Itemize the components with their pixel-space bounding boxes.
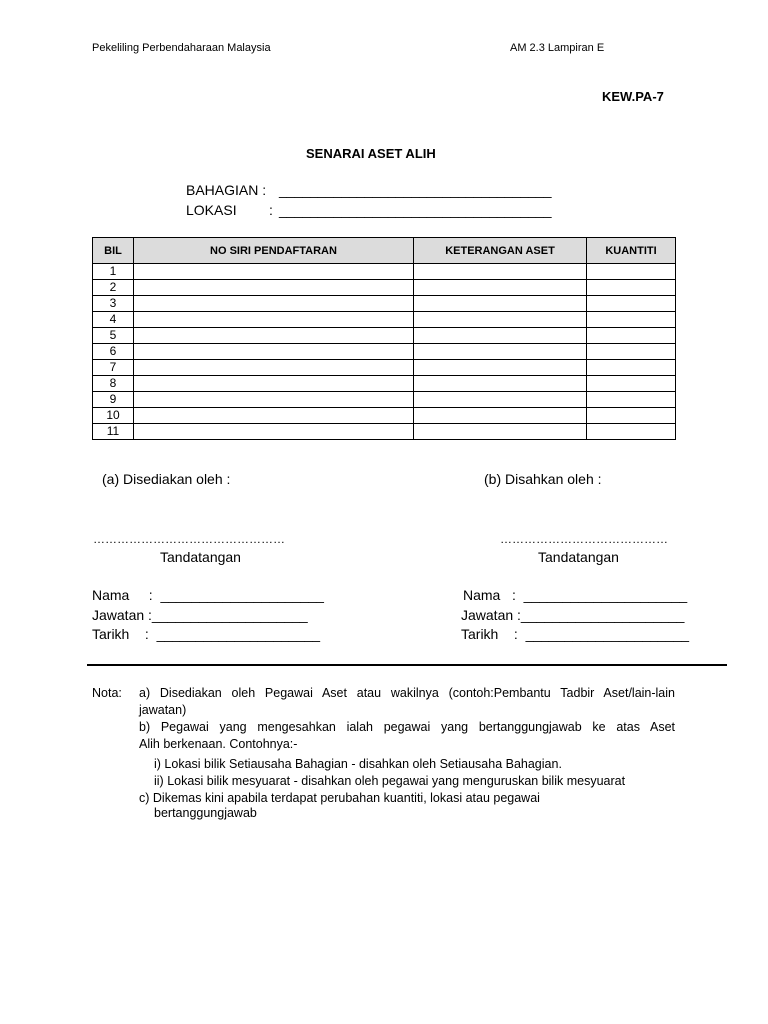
lokasi-colon: :	[269, 202, 273, 218]
note-c-line2: bertanggungjawab	[154, 806, 257, 820]
table-row	[93, 280, 676, 296]
cell-keterangan[interactable]	[414, 264, 587, 280]
column-header-keterangan: KETERANGAN ASET	[414, 238, 587, 264]
notes-label: Nota:	[92, 686, 122, 700]
table-row	[93, 360, 676, 376]
prepared-by-label: (a) Disediakan oleh :	[102, 471, 231, 487]
cell-kuantiti[interactable]	[587, 344, 676, 360]
note-b-i: i) Lokasi bilik Setiausaha Bahagian - disahkan oleh Setiausaha Bahagian.	[154, 757, 562, 771]
cell-keterangan[interactable]	[414, 344, 587, 360]
cell-bil: 9	[93, 392, 134, 408]
cell-kuantiti[interactable]	[587, 296, 676, 312]
cell-kuantiti[interactable]	[587, 328, 676, 344]
cell-no-siri[interactable]	[134, 264, 414, 280]
cell-bil: 7	[93, 360, 134, 376]
divider	[87, 664, 727, 666]
cell-no-siri[interactable]	[134, 360, 414, 376]
bahagian-label: BAHAGIAN :	[186, 182, 267, 198]
note-c-line1: c) Dikemas kini apabila terdapat perubahan kuantiti, lokasi atau pegawai	[139, 791, 540, 805]
cell-keterangan[interactable]	[414, 328, 587, 344]
cell-kuantiti[interactable]	[587, 376, 676, 392]
table-row	[93, 424, 676, 440]
cell-kuantiti[interactable]	[587, 424, 676, 440]
cell-bil: 10	[93, 408, 134, 424]
column-header-kuantiti: KUANTITI	[587, 238, 676, 264]
column-header-no-siri: NO SIRI PENDAFTARAN	[134, 238, 414, 264]
table-row	[93, 296, 676, 312]
cell-kuantiti[interactable]	[587, 280, 676, 296]
cell-kuantiti[interactable]	[587, 360, 676, 376]
table-row	[93, 312, 676, 328]
note-a-line1: a) Disediakan oleh Pegawai Aset atau wakilnya (contoh:Pembantu Tadbir Aset/lain-lain	[139, 686, 675, 700]
prepared-by-jawatan-field[interactable]: Jawatan :____________________	[92, 607, 308, 623]
cell-keterangan[interactable]	[414, 296, 587, 312]
cell-bil: 8	[93, 376, 134, 392]
cell-no-siri[interactable]	[134, 296, 414, 312]
cell-no-siri[interactable]	[134, 424, 414, 440]
table-row	[93, 328, 676, 344]
page-title: SENARAI ASET ALIH	[306, 146, 436, 161]
cell-bil: 4	[93, 312, 134, 328]
cell-no-siri[interactable]	[134, 312, 414, 328]
approved-by-label: (b) Disahkan oleh :	[484, 471, 602, 487]
table-row	[93, 264, 676, 280]
header-left: Pekeliling Perbendaharaan Malaysia	[92, 42, 271, 54]
table-row	[93, 376, 676, 392]
cell-no-siri[interactable]	[134, 328, 414, 344]
header-right: AM 2.3 Lampiran E	[510, 42, 605, 54]
note-b-line1: b) Pegawai yang mengesahkan ialah pegawai yang bertanggungjawab ke atas Aset	[139, 720, 675, 734]
cell-keterangan[interactable]	[414, 280, 587, 296]
cell-kuantiti[interactable]	[587, 392, 676, 408]
prepared-by-tarikh-field[interactable]: Tarikh : _____________________	[92, 626, 321, 642]
cell-keterangan[interactable]	[414, 392, 587, 408]
bahagian-line[interactable]: ___________________________________	[279, 182, 552, 198]
cell-bil: 5	[93, 328, 134, 344]
note-a-line2: jawatan)	[139, 703, 187, 717]
cell-kuantiti[interactable]	[587, 264, 676, 280]
cell-bil: 3	[93, 296, 134, 312]
cell-keterangan[interactable]	[414, 376, 587, 392]
lokasi-line[interactable]: ___________________________________	[279, 202, 552, 218]
form-code: KEW.PA-7	[602, 89, 664, 104]
prepared-by-signature-caption: Tandatangan	[160, 549, 241, 565]
cell-no-siri[interactable]	[134, 280, 414, 296]
prepared-by-nama-field[interactable]: Nama : _____________________	[92, 587, 324, 603]
cell-keterangan[interactable]	[414, 424, 587, 440]
cell-kuantiti[interactable]	[587, 312, 676, 328]
cell-bil: 2	[93, 280, 134, 296]
column-header-bil: BIL	[93, 238, 134, 264]
cell-kuantiti[interactable]	[587, 408, 676, 424]
prepared-by-signature-line[interactable]: …………………………………………	[93, 532, 285, 546]
note-b-line2: Alih berkenaan. Contohnya:-	[139, 737, 298, 751]
asset-table	[92, 237, 676, 440]
table-row	[93, 344, 676, 360]
approved-by-signature-line[interactable]: ……………………………………	[500, 532, 668, 546]
note-b-ii: ii) Lokasi bilik mesyuarat - disahkan oleh pegawai yang menguruskan bilik mesyuarat	[154, 774, 626, 788]
cell-keterangan[interactable]	[414, 360, 587, 376]
lokasi-label: LOKASI	[186, 202, 237, 218]
cell-keterangan[interactable]	[414, 312, 587, 328]
table-row	[93, 392, 676, 408]
cell-no-siri[interactable]	[134, 376, 414, 392]
cell-bil: 1	[93, 264, 134, 280]
cell-bil: 11	[93, 424, 134, 440]
cell-bil: 6	[93, 344, 134, 360]
cell-no-siri[interactable]	[134, 408, 414, 424]
cell-no-siri[interactable]	[134, 392, 414, 408]
approved-by-signature-caption: Tandatangan	[538, 549, 619, 565]
cell-no-siri[interactable]	[134, 344, 414, 360]
approved-by-nama-field[interactable]: Nama : _____________________	[463, 587, 688, 603]
approved-by-tarikh-field[interactable]: Tarikh : _____________________	[461, 626, 690, 642]
approved-by-jawatan-field[interactable]: Jawatan :_____________________	[461, 607, 685, 623]
cell-keterangan[interactable]	[414, 408, 587, 424]
table-row	[93, 408, 676, 424]
table-header-row	[93, 238, 676, 264]
